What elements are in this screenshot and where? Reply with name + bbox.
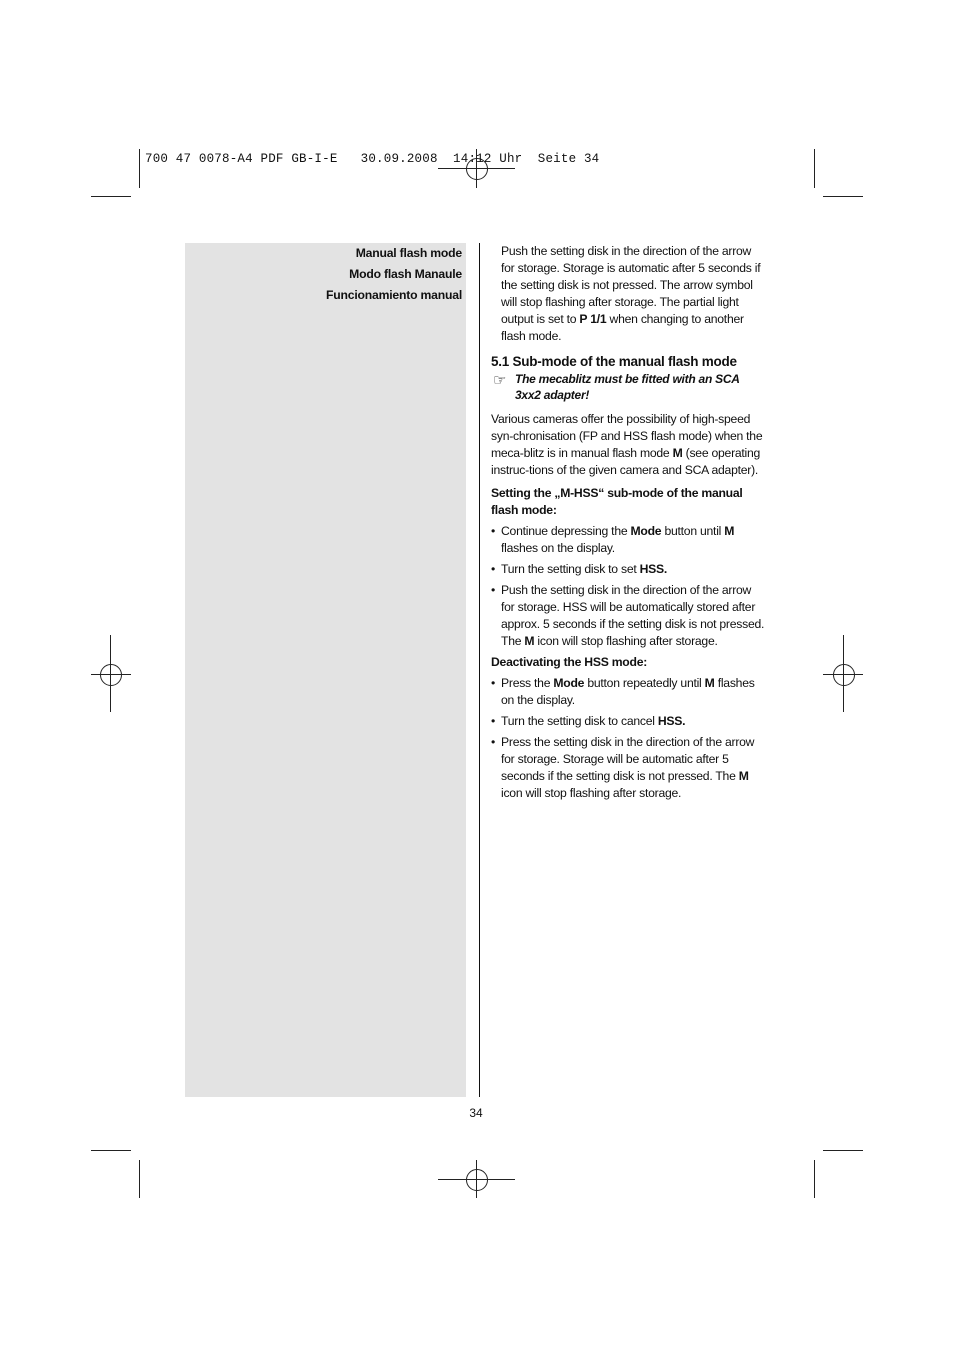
crop-mark-bottom-left-h [91,1150,131,1151]
crop-mark-top-right-h [823,196,863,197]
sidebar-title-italian: Modo flash Manaule [349,267,462,281]
deactivate-heading: Deactivating the HSS mode: [491,655,648,669]
crop-mark-bottom-left-v [139,1160,140,1198]
crop-mark-bottom-right-h [823,1150,863,1151]
sidebar-panel [185,243,466,1097]
crop-mark-top-left-h [91,196,131,197]
pointing-hand-icon: ☞ [493,372,507,389]
sidebar-title-english: Manual flash mode [355,246,462,260]
section-heading: 5.1 Sub-mode of the manual flash mode [491,354,737,369]
page-number: 34 [469,1106,483,1120]
intro-paragraph: Push the setting disk in the direction of the arrow for storage. Storage is automatic after 5 seconds if the setting disk is not pressed. The arrow symbol will stop flashing after storage. The partial light output is set to P 1/1 when changing to another flash mode. [501,244,761,343]
setting-steps-list [491,523,767,650]
list-item: • Turn the setting disk to set HSS. [491,562,668,576]
list-item: • Push the setting disk in the direction of the arrow for storage. HSS will be automatically stored after approx. 5 seconds if the setting disk is not pressed. The M icon will stop flashing after storage. [491,583,765,648]
crop-mark-top-left-v [139,149,140,188]
sidebar-title-spanish: Funcionamiento manual [326,288,462,302]
main-content [491,243,767,806]
setting-heading: Setting the „M-HSS“ sub-mode of the manual flash mode: [491,486,743,517]
list-item: • Press the Mode button repeatedly until M flashes on the display. [491,676,755,707]
print-slug-line: 700 47 0078-A4 PDF GB-I-E 30.09.2008 14:12 Uhr Seite 34 [145,152,600,166]
deactivate-steps-list [491,675,767,802]
note-callout: ☞ The mecablitz must be fitted with an SCA 3xx2 adapter! [493,372,740,402]
list-item: • Continue depressing the Mode button until M flashes on the display. [491,524,735,555]
sidebar-titles [326,243,462,306]
crop-mark-bottom-right-v [814,1160,815,1198]
hss-description: Various cameras offer the possibility of high-speed syn-chronisation (FP and HSS flash mode) when the meca-blitz is in manual flash mode M (see operating instruc-tions of the given camera and SCA adapter). [491,412,763,477]
list-item: • Turn the setting disk to cancel HSS. [491,714,686,728]
crop-mark-top-right-v [814,149,815,188]
column-divider [479,243,480,1097]
list-item: • Press the setting disk in the direction of the arrow for storage. Storage will be automatic after 5 seconds if the setting disk is not pressed. The M icon will stop flashing after storage. [491,735,755,800]
